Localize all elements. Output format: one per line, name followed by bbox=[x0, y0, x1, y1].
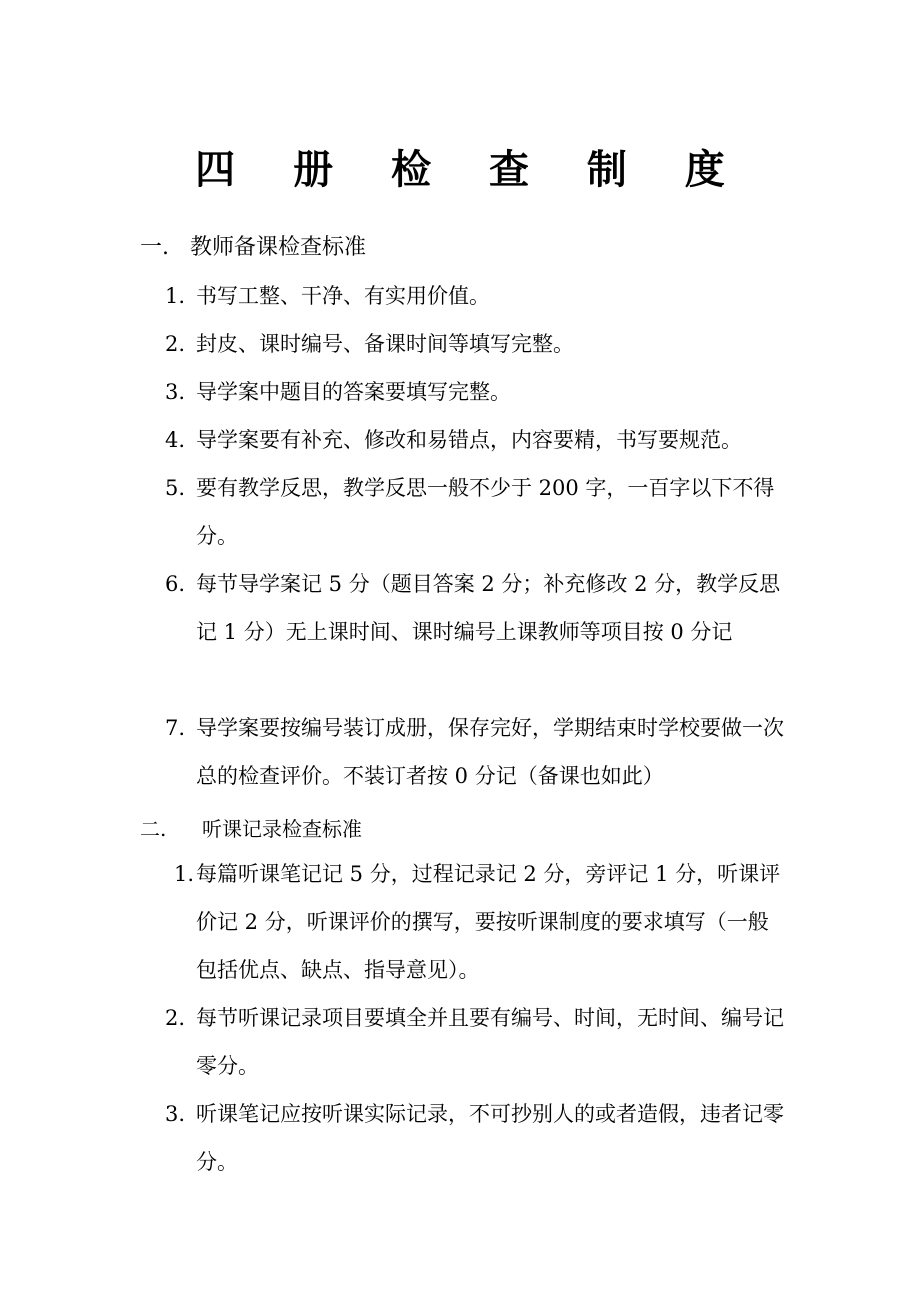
item-number: 2. bbox=[165, 332, 186, 356]
section-1-item bbox=[165, 320, 785, 368]
item-text: 导学案要按编号装订成册，保存完好，学期结束时学校要做一次总的检查评价。不装订者按 0 分记（备课也如此） bbox=[196, 716, 784, 788]
item-text: 要有教学反思，教学反思一般不少于 200 字，一百字以下不得分。 bbox=[196, 476, 775, 548]
item-text: 封皮、课时编号、备课时间等填写完整。 bbox=[196, 332, 574, 356]
item-number: 2. bbox=[165, 1006, 186, 1030]
item-number: 7. bbox=[165, 716, 186, 740]
section-2-number: 二. bbox=[140, 817, 167, 841]
document-title: 四 册 检 查 制 度 bbox=[195, 146, 747, 193]
section-1-item bbox=[165, 416, 785, 464]
section-2-title: 听课记录检查标准 bbox=[202, 817, 362, 841]
item-number: 3. bbox=[165, 380, 186, 404]
item-number: 5. bbox=[165, 476, 186, 500]
section-2-item bbox=[174, 850, 785, 994]
section-2-item bbox=[165, 1090, 785, 1186]
section-1-heading bbox=[140, 230, 366, 266]
section-1-item bbox=[165, 560, 785, 656]
section-1-item bbox=[165, 272, 785, 320]
item-text: 听课笔记应按听课实际记录，不可抄别人的或者造假，违者记零分。 bbox=[196, 1102, 784, 1174]
section-1-number: 一. bbox=[140, 235, 169, 260]
item-text: 每节听课记录项目要填全并且要有编号、时间，无时间、编号记零分。 bbox=[196, 1006, 784, 1078]
section-1-item bbox=[165, 704, 785, 800]
item-number: 1. bbox=[165, 284, 186, 308]
item-text: 导学案要有补充、修改和易错点，内容要精，书写要规范。 bbox=[196, 428, 742, 452]
section-1-title: 教师备课检查标准 bbox=[190, 235, 367, 260]
item-number: 4. bbox=[165, 428, 186, 452]
item-number: 1. bbox=[174, 862, 195, 886]
item-number: 3. bbox=[165, 1102, 186, 1126]
section-2-item bbox=[165, 994, 785, 1090]
item-text: 每节导学案记 5 分（题目答案 2 分；补充修改 2 分，教学反思记 1 分）无上课时间、课时编号上课教师等项目按 0 分记 bbox=[196, 572, 781, 644]
item-number: 6. bbox=[165, 572, 186, 596]
item-text: 导学案中题目的答案要填写完整。 bbox=[196, 380, 511, 404]
item-text: 书写工整、干净、有实用价值。 bbox=[196, 284, 490, 308]
section-1-item bbox=[165, 368, 785, 416]
item-text: 每篇听课笔记记 5 分，过程记录记 2 分，旁评记 1 分，听课评价记 2 分，听课评价的撰写，要按听课制度的要求填写（一般包括优点、缺点、指导意见）。 bbox=[196, 862, 781, 982]
section-1-item bbox=[165, 464, 785, 560]
section-2-heading bbox=[140, 812, 362, 846]
